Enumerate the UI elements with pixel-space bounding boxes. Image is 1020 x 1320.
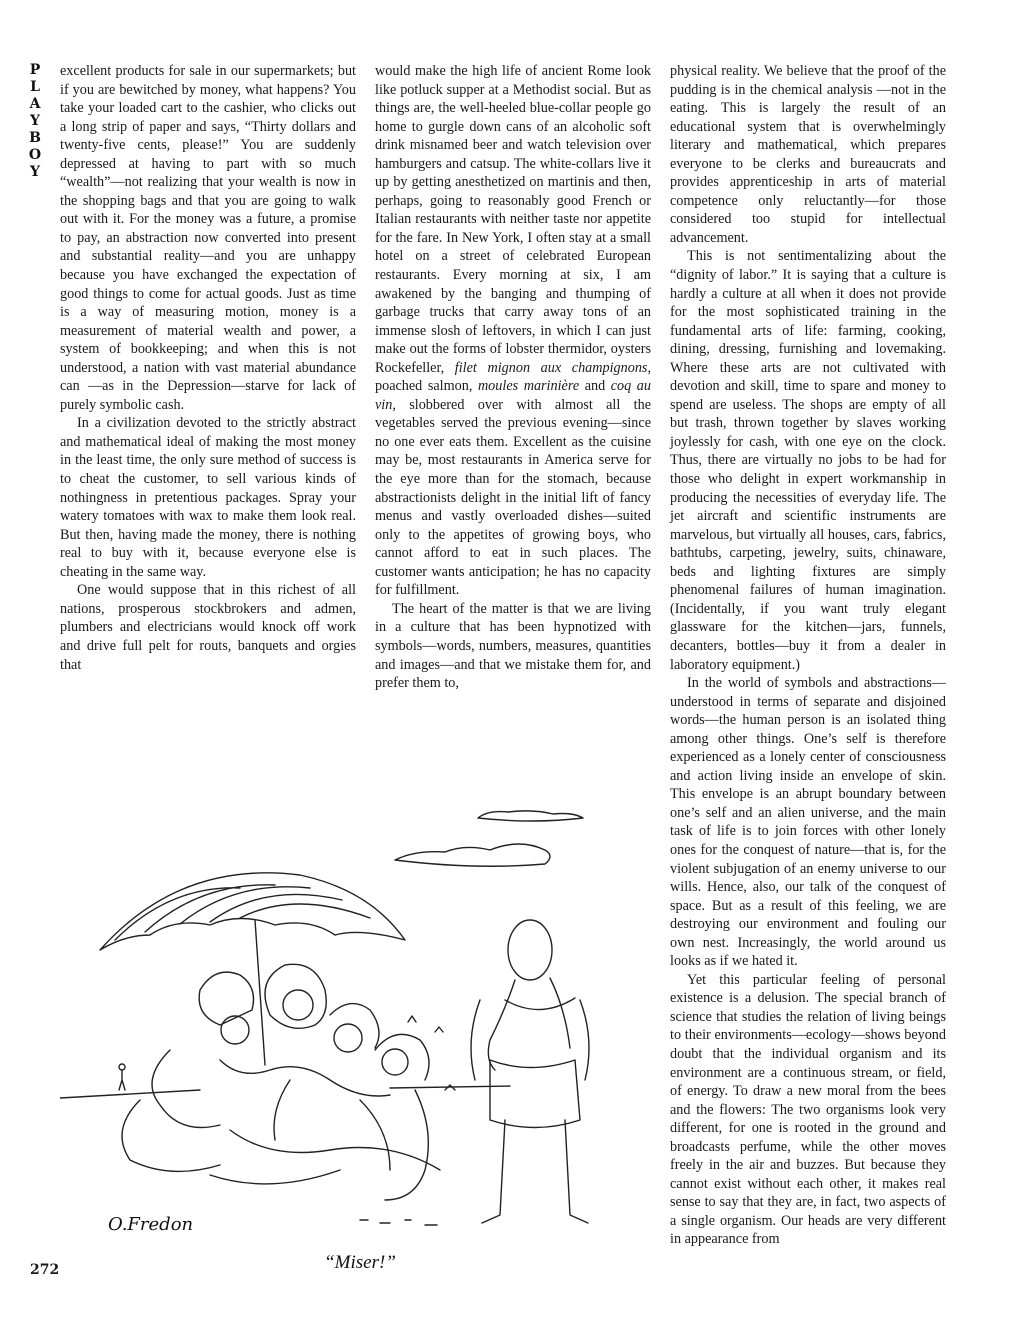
cartoonist-signature: O.Fredon xyxy=(108,1214,194,1235)
spine-letter: A xyxy=(29,96,41,112)
spine-letter: O xyxy=(28,147,42,163)
italic-phrase: moules marinière xyxy=(477,378,580,395)
paragraph: This is not sentimentalizing about the “dignity of labor.” It is saying that a culture is hardly a culture at all when it does not provide for the most sophisticated training in the fundamental arts of life: farming, cooking, dining, dressing, furnishing and lovemaking. Where these arts are not cultivated with devotion and skill, time to spare and money to spend are useless. The shops are empty of all but trash, thrown together by slaves working joylessly for cash, with one eye on the clock. Thus, there are virtually no jobs to be had for those who delight in expert workmanship in producing the necessities of everyday life. The jet aircraft and scientific instruments are marvelous, but virtually all houses, cars, fabrics, bathtubs, carpeting, jewelry, suits, chinaware, beds and lighting fixtures are simply phenomenal failures of human imagination. (Incidentally, if you want truly elegant glassware for the kitchen—jars, funnels, decanters, bottles—buy it from a dealer in laboratory equipment.) xyxy=(670,248,946,673)
magazine-spine-title xyxy=(22,62,48,181)
text-run: , slobbered over with almost all the vegetables served the previous evening—since no one ever eats them. Excellent as the cuisine may be, most restaurants in America serve for the eye more than for the stomach, because abstractionists delight in the initial lift of fancy menus and vastly overloaded dishes—suited only to the appetites of growing boys, who cannot afford to eat in such places. The customer wants anticipation; he has no capacity for fulfillment. xyxy=(375,396,651,599)
paragraph: Yet this particular feeling of personal existence is a delusion. The special branch of science that studies the relation of living beings to their environments—ecology—shows beyond doubt that the individual organism and its environment are a continuous stream, or field, of energy. To draw a new moral from the bees and the flowers: The two organisms look very different, for one is rooted in the ground and broadcasts perfume, while the other moves freely in the air and buzzes. But because they cannot exist without each other, it makes real sense to say that they are, in fact, two aspects of a single organism. Our heads are very different in appearance from xyxy=(670,971,946,1248)
spine-letter: L xyxy=(30,79,40,95)
paragraph: physical reality. We believe that the proof of the pudding is in the chemical analysis —not in the eating. This is largely the result of an educational system that is overwhelmingly literary and mathematical, which prepares everyone to be clerks and bureaucrats and provides apprenticeship in arts of material competence only reluctantly—for those considered too stupid for intellectual advancement. xyxy=(670,63,946,246)
spine-letter: B xyxy=(29,130,41,146)
spine-letter: Y xyxy=(30,164,40,180)
text-run: would make the high life of ancient Rome look like potluck supper at a Methodist social. But as things are, the well-heeled blue-collar people go home to gurgle down cans of an alcoholic soft drink misnamed beer and watch television over hamburgers and catsup. The white-collars live it up by getting anesthetized on martinis and then, perhaps, going to reasonably good French or Italian restaurants with neither taste nor appetite for the fare. In New York, I often stay at a small hotel on a street of celebrated European restaurants. Every morning at six, I am awakened by the banging and thumping of garbage trucks that carry away tons of an immense slosh of leftovers, in which I can just make out the forms of lobster thermidor, oysters Rockefeller, xyxy=(375,63,651,376)
text-run: and xyxy=(579,378,611,395)
page-number: 272 xyxy=(30,1262,60,1278)
spine-letter: P xyxy=(29,62,41,78)
article-column-1 xyxy=(60,62,356,674)
article-column-3 xyxy=(670,62,946,1249)
beach-cartoon-illustration xyxy=(60,800,655,1240)
paragraph: The heart of the matter is that we are living in a culture that has been hypnotized with symbols—words, numbers, measures, quantities and images—and that we mistake them for, and prefer them to, xyxy=(375,600,651,692)
paragraph: One would suppose that in this richest of all nations, prosperous stockbrokers and admen, plumbers and electricians would knock off work and drive full pelt for routs, banquets and orgies that xyxy=(60,582,356,673)
paragraph: In the world of symbols and abstractions—understood in terms of separate and disjoined words—the human person is an isolated thing among other things. One’s self is therefore experienced as a lonely center of consciousness and action living inside an envelope of skin. This envelope is an abrupt boundary between one’s self and an alien universe, and the main task of life is to join forces with other lonely ones for the conquest of nature—that is, for the violent subjugation of an enemy universe to our wills. Hence, also, our talk of the conquest of space. But as a result of this feeling, we are destroying our environment and fouling our own nest. Increasingly, the world around us looks as if we hated it. xyxy=(670,675,946,970)
paragraph: In a civilization devoted to the strictly abstract and mathematical ideal of making the most money in the least time, the only sure method of success is to cheat the customer, to sell various kinds of nothingness in pretentious packages. Spray your watery tomatoes with wax to make them look real. But then, having made the money, there is nothing real to buy with it, because everyone else is cheating in the same way. xyxy=(60,415,356,580)
text-run: , poached salmon, xyxy=(375,359,651,395)
spine-letter: Y xyxy=(30,113,40,129)
italic-phrase: filet mignon aux champignons xyxy=(454,359,648,376)
italic-phrase: coq au vin xyxy=(375,378,651,413)
cartoon-caption: “Miser!” xyxy=(324,1252,396,1273)
paragraph xyxy=(375,62,651,600)
paragraph: excellent products for sale in our supermarkets; but if you are bewitched by money, what happens? You take your loaded cart to the cashier, who clicks out a long strip of paper and says, “Thirty dollars and twenty-five cents, please!” You are suddenly depressed at having to part with so much “wealth”—not realizing that your wealth is now in the shopping bags and that you are going to walk out with it. For the money was a future, a promise to pay, an abstraction now converted into present and substantial reality—and you are unhappy because you have exchanged the expectation of good things to come for actual goods. Just as time is a way of measuring motion, money is a measurement of material wealth and power, a system of bookkeeping; and when this is not understood, a nation with vast material abundance can —as in the Depression—starve for lack of purely symbolic cash. xyxy=(60,63,356,413)
article-column-2 xyxy=(375,62,651,693)
